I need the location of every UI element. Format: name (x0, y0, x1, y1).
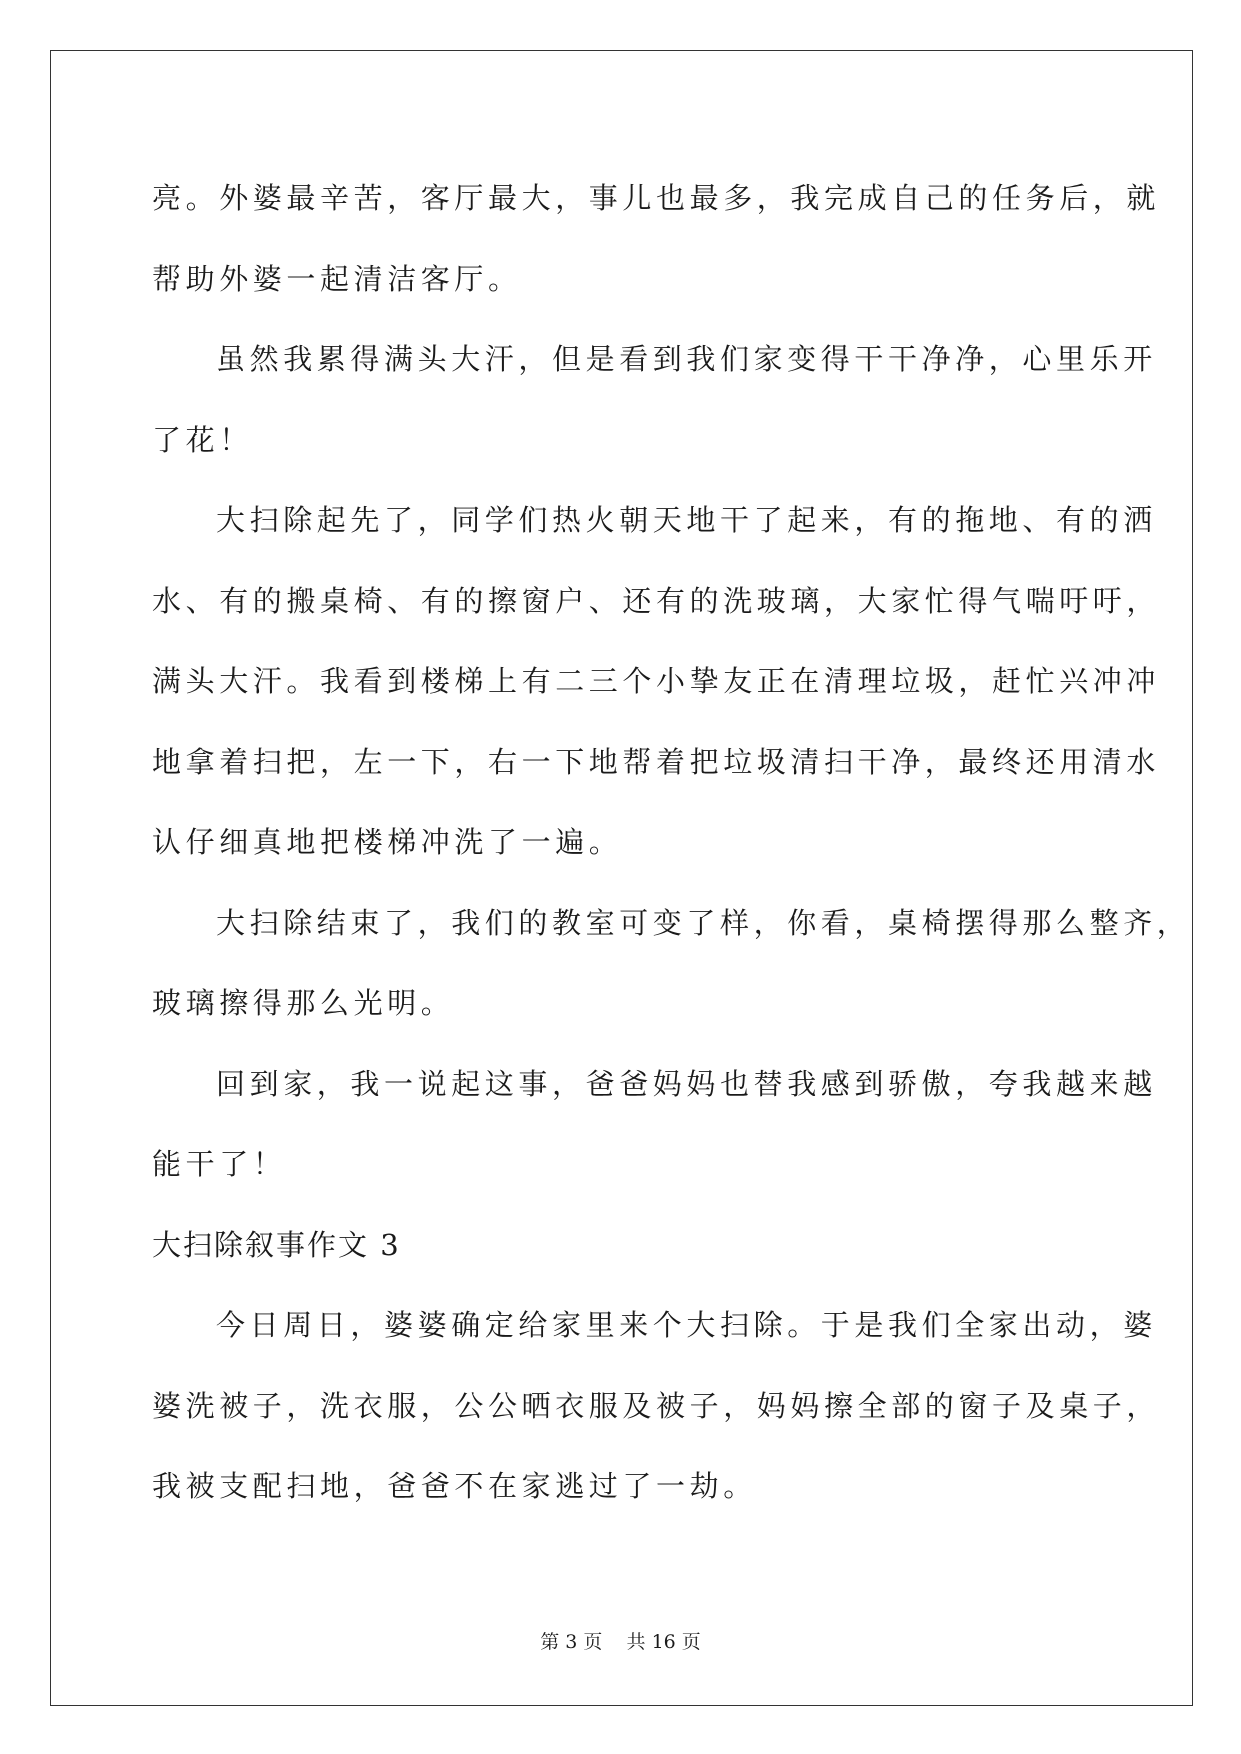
paragraph-start-line: 虽然我累得满头大汗，但是看到我们家变得干干净净，心里乐开 (216, 342, 1157, 376)
text-line: 满头大汗。我看到楼梯上有二三个小挚友正在清理垃圾，赶忙兴冲冲 (152, 664, 1161, 698)
paragraph-start-line: 大扫除结束了，我们的教室可变了样，你看，桌椅摆得那么整齐， (216, 905, 1191, 940)
text-line: 了花！ (152, 422, 253, 457)
paragraph-start-line: 今日周日，婆婆确定给家里来个大扫除。于是我们全家出动，婆 (216, 1308, 1157, 1342)
text-line: 认仔细真地把楼梯冲洗了一遍。 (152, 825, 623, 859)
text-line: 地拿着扫把，左一下，右一下地帮着把垃圾清扫干净，最终还用清水 (152, 744, 1161, 779)
text-line: 我被支配扫地，爸爸不在家逃过了一劫。 (152, 1469, 757, 1503)
page-number-footer: 第 3 页 共 16 页 (540, 1631, 701, 1653)
text-line: 玻璃擦得那么光明。 (152, 986, 455, 1020)
document-body (152, 158, 1191, 1527)
text-line: 水、有的搬桌椅、有的擦窗户、还有的洗玻璃，大家忙得气喘吁吁， (152, 583, 1161, 618)
text-line: 帮助外婆一起清洁客厅。 (152, 261, 522, 296)
paragraph-start-line: 大扫除起先了，同学们热火朝天地干了起来，有的拖地、有的洒 (216, 503, 1157, 537)
text-line: 婆洗被子，洗衣服，公公晒衣服及被子，妈妈擦全部的窗子及桌子， (152, 1388, 1161, 1423)
text-line: 亮。外婆最辛苦，客厅最大，事儿也最多，我完成自己的任务后，就 (152, 181, 1161, 215)
section-heading: 大扫除叙事作文 3 (152, 1227, 401, 1262)
text-line: 能干了！ (152, 1147, 287, 1181)
paragraph-start-line: 回到家，我一说起这事，爸爸妈妈也替我感到骄傲，夸我越来越 (216, 1066, 1157, 1101)
